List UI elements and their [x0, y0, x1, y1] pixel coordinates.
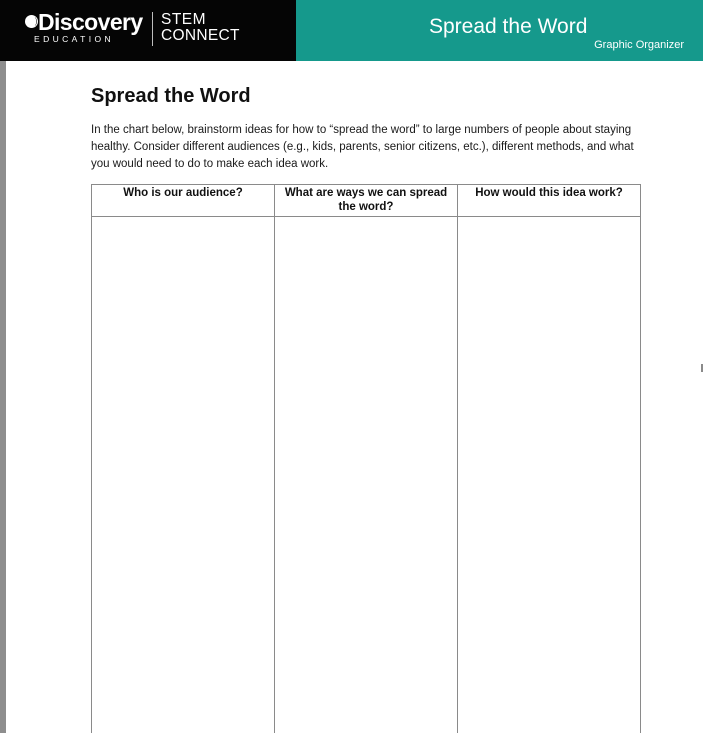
header-subtitle: Graphic Organizer: [594, 39, 684, 51]
discovery-globe-icon: [24, 14, 39, 29]
brand-name: Discovery: [38, 9, 143, 35]
column-header-audience: Who is our audience?: [92, 185, 275, 217]
header-title: Spread the Word: [429, 15, 588, 38]
page-title: Spread the Word: [91, 85, 251, 107]
column-header-how: How would this idea work?: [458, 185, 641, 217]
organizer-header-row: [92, 185, 641, 217]
product-line-1: STEM: [161, 11, 207, 28]
column-header-ways: What are ways we can spread the word?: [275, 185, 458, 217]
brand-subline: EDUCATION: [34, 34, 115, 44]
graphic-organizer-table: [91, 184, 641, 733]
header-banner: [0, 0, 703, 61]
logo-divider: [152, 12, 153, 46]
instructions-text: In the chart below, brainstorm ideas for how to “spread the word” to large numbers of people about staying healthy. Consider different audiences (e.g., kids, parents, senior citizens, etc.), different methods, and what you would need to do to make each idea work.: [91, 124, 634, 170]
product-line-2: CONNECT: [161, 27, 240, 44]
organizer-answer-row: [92, 217, 641, 733]
answer-cell-how[interactable]: [458, 217, 641, 733]
brand-band: [0, 0, 296, 61]
answer-cell-audience[interactable]: [92, 217, 275, 733]
answer-cell-ways[interactable]: [275, 217, 458, 733]
page-left-edge: [0, 61, 6, 733]
